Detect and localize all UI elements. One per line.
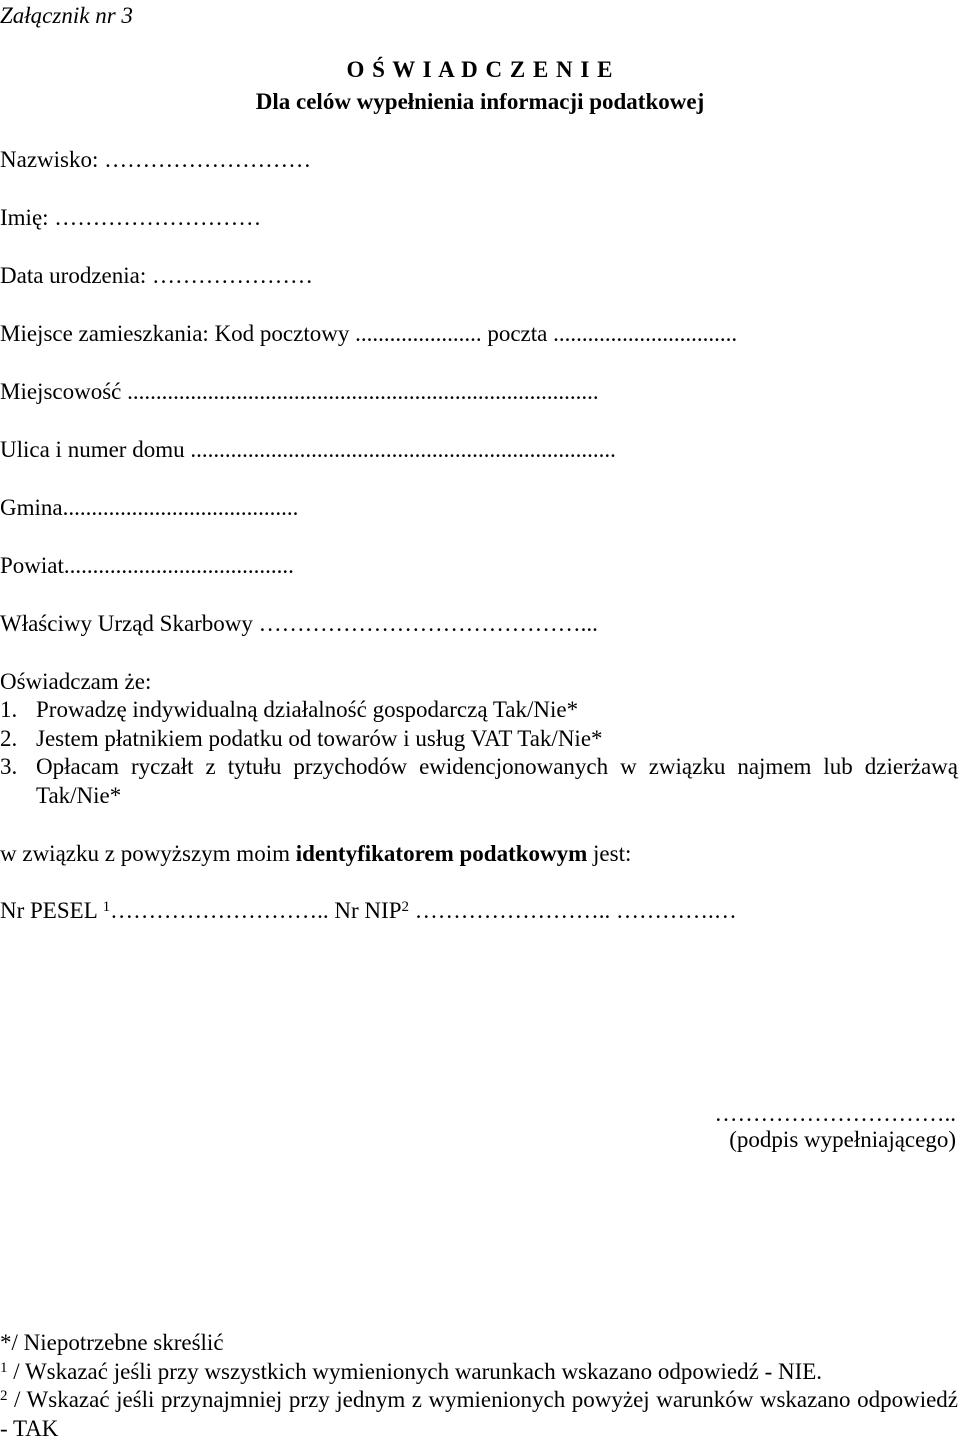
id-numbers-line xyxy=(0,897,737,925)
residence-field: Miejsce zamieszkania: Kod pocztowy ...................... poczta ................................ xyxy=(0,321,738,346)
document-title: O Ś W I A D C Z E N I E xyxy=(346,57,614,82)
nip-footnote-mark: 2 xyxy=(401,899,409,915)
declaration-text: Opłacam ryczałt z tytułu przychodów ewidencjonowanych w związku najmem lub dzierżawą Tak/Nie* xyxy=(36,754,958,808)
birth-date-field: Data urodzenia: ………………… xyxy=(0,263,313,288)
declaration-item-3 xyxy=(0,753,958,811)
footnote-2 xyxy=(0,1386,958,1444)
street-field: Ulica i numer domu .......................................................................... xyxy=(0,437,616,462)
list-number: 3. xyxy=(0,754,18,779)
nip-dots: …………………….. ………….… xyxy=(409,898,737,923)
first-name-field: Imię: ……………………… xyxy=(0,205,262,230)
pesel-dots: ……………………….. xyxy=(110,898,335,923)
nip-label: Nr NIP xyxy=(334,898,402,923)
footnote-2-text: / Wskazać jeśli przynajmniej przy jednym z wymienionych powyżej warunków wskazano odpowiedź - TAK xyxy=(0,1387,958,1441)
identifier-line xyxy=(0,840,631,868)
pesel-label: Nr PESEL xyxy=(0,898,103,923)
identifier-bold: identyfikatorem podatkowym xyxy=(295,841,588,866)
signature-dots: ………………………….. xyxy=(714,1101,956,1126)
footnote-1 xyxy=(0,1358,822,1386)
declaration-item-1 xyxy=(0,696,579,724)
declaration-text: Jestem płatnikiem podatku od towarów i usług VAT Tak/Nie* xyxy=(36,726,603,751)
annex-label: Załącznik nr 3 xyxy=(0,3,133,28)
commune-field: Gmina......................................... xyxy=(0,495,299,520)
footnote-1-mark: 1 xyxy=(0,1360,8,1376)
signature-label: (podpis wypełniającego) xyxy=(729,1127,956,1152)
footnote-2-mark: 2 xyxy=(0,1388,8,1404)
tax-office-field: Właściwy Urząd Skarbowy ……………………………………... xyxy=(0,611,598,636)
footnote-1-text: / Wskazać jeśli przy wszystkich wymienionych warunkach wskazano odpowiedź - NIE. xyxy=(7,1359,823,1384)
declaration-text: Prowadzę indywidualną działalność gospodarczą Tak/Nie* xyxy=(36,697,579,722)
identifier-prefix: w związku z powyższym moim xyxy=(0,841,296,866)
declaration-item-2 xyxy=(0,725,603,753)
declaration-intro: Oświadczam że: xyxy=(0,669,152,694)
list-number: 2. xyxy=(0,726,18,751)
list-number: 1. xyxy=(0,697,18,722)
identifier-suffix: jest: xyxy=(587,841,632,866)
document-subtitle: Dla celów wypełnienia informacji podatkowej xyxy=(255,89,705,114)
footnote-star: */ Niepotrzebne skreślić xyxy=(0,1330,224,1355)
locality-field: Miejscowość .................................................................................. xyxy=(0,379,599,404)
surname-field: Nazwisko: ……………………… xyxy=(0,147,312,172)
county-field: Powiat........................................ xyxy=(0,553,294,578)
pesel-footnote-mark: 1 xyxy=(102,899,111,915)
